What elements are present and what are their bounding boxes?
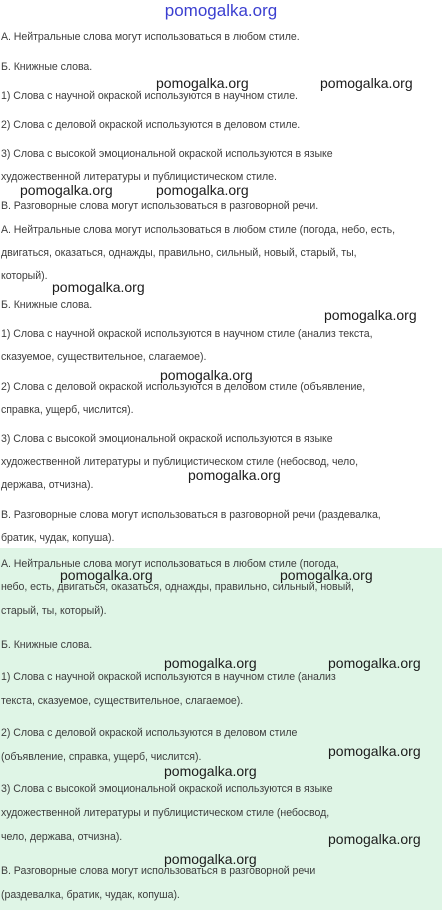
text-line: (раздевалка, братик, чудак, копуша). [1, 889, 180, 901]
text-line: А. Нейтральные слова могут использоваться в любом стиле (погода, небо, есть, [1, 224, 396, 236]
text-line: художественной литературы и публицистическом стиле (небосвод, чело, [1, 456, 358, 468]
watermark: pomogalka.org [60, 567, 153, 583]
text-line: небо, есть, двигаться, оказаться, однажды, правильно, сильный, новый, [1, 581, 354, 593]
text-line: 2) Слова с деловой окраской используются в деловом стиле. [1, 119, 301, 131]
text-line: текста, сказуемое, существительное, слагаемое). [1, 695, 244, 707]
text-line: Б. Книжные слова. [1, 639, 93, 651]
text-line: 3) Слова с высокой эмоциональной окраской используются в языке [1, 783, 333, 795]
watermark: pomogalka.org [328, 831, 421, 847]
site-logo-watermark: pomogalka.org [164, 1, 278, 20]
watermark: pomogalka.org [156, 182, 249, 198]
text-line: держава, отчизна). [1, 479, 94, 491]
text-line: старый, ты, который). [1, 605, 107, 617]
text-line: А. Нейтральные слова могут использоваться в любом стиле. [1, 31, 300, 43]
text-line: двигаться, оказаться, однажды, правильно, сильный, новый, старый, ты, [1, 247, 357, 259]
text-line: художественной литературы и публицистическом стиле. [1, 171, 277, 183]
text-line: (объявление, справка, ущерб, числится). [1, 751, 202, 763]
text-line: чело, держава, отчизна). [1, 831, 123, 843]
text-line: Б. Книжные слова. [1, 299, 93, 311]
text-line: 1) Слова с научной окраской используются в научном стиле (анализ текста, [1, 328, 373, 340]
watermark: pomogalka.org [328, 743, 421, 759]
text-line: 1) Слова с научной окраской используются в научном стиле. [1, 90, 298, 102]
text-line: А. Нейтральные слова могут использоваться в любом стиле (погода, [1, 558, 339, 570]
text-line: справка, ущерб, числится). [1, 404, 134, 416]
text-line: 3) Слова с высокой эмоциональной окраской используются в языке [1, 433, 333, 445]
text-line: В. Разговорные слова могут использоваться в разговорной речи [1, 865, 316, 877]
text-line: художественной литературы и публицистическом стиле (небосвод, [1, 807, 330, 819]
watermark: pomogalka.org [280, 567, 373, 583]
text-line: В. Разговорные слова могут использоваться в разговорной речи (раздевалка, [1, 509, 381, 521]
watermark: pomogalka.org [20, 182, 113, 198]
watermark: pomogalka.org [164, 763, 257, 779]
text-line: сказуемое, существительное, слагаемое). [1, 351, 207, 363]
text-line: братик, чудак, копуша). [1, 532, 115, 544]
text-line: который). [1, 270, 48, 282]
text-line: Б. Книжные слова. [1, 61, 93, 73]
text-line: 2) Слова с деловой окраской используются в деловом стиле (объявление, [1, 381, 366, 393]
watermark: pomogalka.org [320, 75, 413, 91]
text-line: 2) Слова с деловой окраской используются в деловом стиле [1, 727, 298, 739]
text-line: 1) Слова с научной окраской используются в научном стиле (анализ [1, 671, 336, 683]
watermark: pomogalka.org [156, 75, 249, 91]
watermark: pomogalka.org [164, 851, 257, 867]
watermark: pomogalka.org [52, 279, 145, 295]
watermark: pomogalka.org [160, 367, 253, 383]
watermark: pomogalka.org [188, 467, 281, 483]
text-line: 3) Слова с высокой эмоциональной окраской используются в языке [1, 148, 333, 160]
text-line: В. Разговорные слова могут использоваться в разговорной речи. [1, 200, 319, 212]
watermark: pomogalka.org [164, 655, 257, 671]
watermark: pomogalka.org [324, 307, 417, 323]
watermark: pomogalka.org [328, 655, 421, 671]
